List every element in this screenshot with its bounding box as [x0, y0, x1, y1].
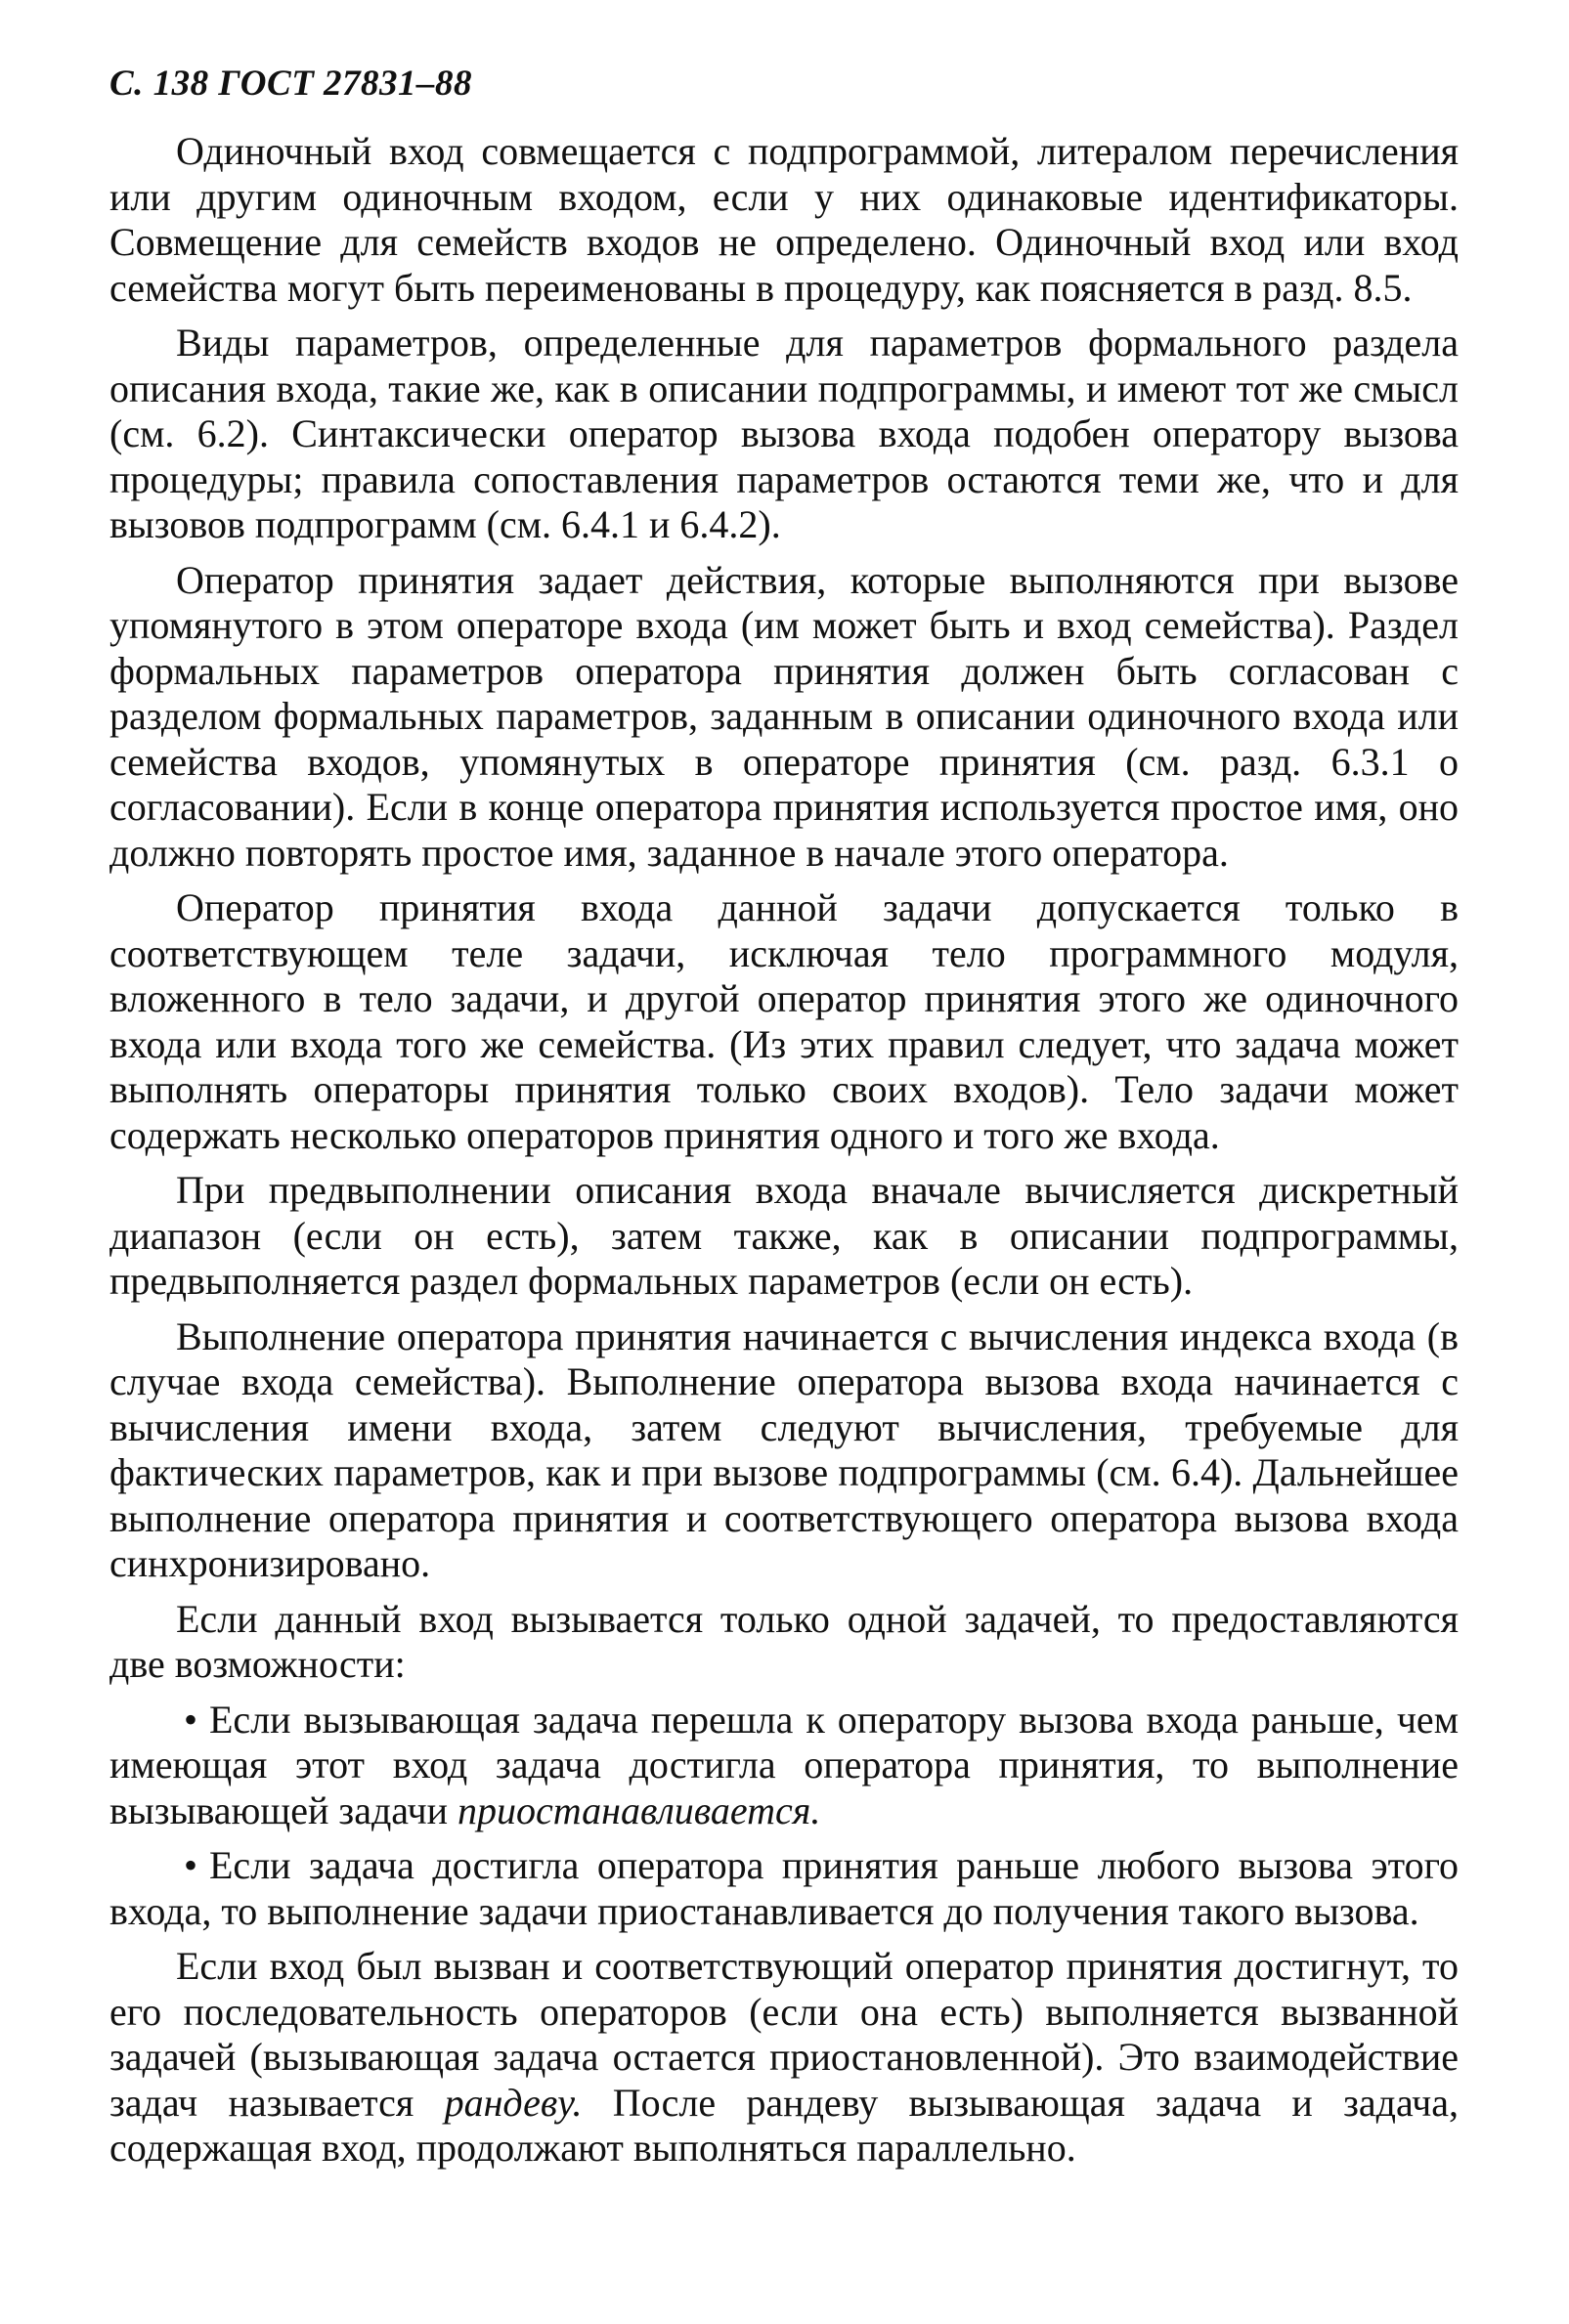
paragraph-1: Одиночный вход совмещается с подпрограммой, литералом перечисления или другим одиночным входом, если у них одинаковые идентификаторы. Совмещение для семейств входов не определено. Одиночный вход или вход семейства могут быть переименованы в процедуру, как поясняется в разд. 8.5.	[109, 129, 1459, 310]
list-item-1-text: Если вызывающая задача перешла к оператору вызова входа раньше, чем имеющая этот вход задача достигла оператора принятия, то выполнение вызывающей задачи	[109, 1697, 1459, 1832]
list-item-2	[109, 1843, 1459, 1934]
paragraph-6: Выполнение оператора принятия начинается с вычисления индекса входа (в случае входа семейства). Выполнение оператора вызова входа начинается с вычисления имени входа, затем следуют вычисления, требуемые для фактических параметров, как и при вызове подпрограммы (см. 6.4). Дальнейшее выполнение оператора принятия и соответствующего оператора вызова входа синхронизировано.	[109, 1313, 1459, 1585]
paragraph-8-part-a: Если вход был вызван и соответствующий оператор принятия достигнут, то его последовательность операторов (если она есть) выполняется вызванной задачей (вызывающая задача остается приостановленной). Это взаимодействие задач называется	[109, 1944, 1459, 2125]
paragraph-8-part-b: После рандеву вызывающая задача и задача, содержащая вход, продолжают выполняться параллельно.	[109, 2080, 1459, 2170]
list-item-1	[109, 1698, 1459, 1834]
list-item-1-emphasis: приостанавливается.	[457, 1787, 821, 1832]
bullet-marker: •	[184, 1843, 198, 1887]
paragraph-4: Оператор принятия входа данной задачи допускается только в соответствующем теле задачи, исключая тело программного модуля, вложенного в тело задачи, и другой оператор принятия этого же одиночного входа или входа того же семейства. (Из этих правил следует, что задача может выполнять операторы принятия только своих входов). Тело задачи может содержать несколько операторов принятия одного и того же входа.	[109, 885, 1459, 1157]
paragraph-3: Оператор принятия задает действия, которые выполняются при вызове упомянутого в этом операторе входа (им может быть и вход семейства). Раздел формальных параметров оператора принятия должен быть согласован с разделом формальных параметров, заданным в описании одиночного входа или семейства входов, упомянутых в операторе принятия (см. разд. 6.3.1 о согласовании). Если в конце оператора принятия используется простое имя, оно должно повторять простое имя, заданное в начале этого оператора.	[109, 557, 1459, 875]
paragraph-8	[109, 1944, 1459, 2172]
list-item-2-text: Если задача достигла оператора принятия раньше любого вызова этого входа, то выполнение задачи приостанавливается до получения такого вызова.	[109, 1843, 1459, 1933]
page-header: С. 138 ГОСТ 27831–88	[109, 64, 473, 104]
body-text	[109, 129, 1459, 2181]
paragraph-8-emphasis: рандеву.	[444, 2080, 583, 2125]
paragraph-5: При предвыполнении описания входа вначале вычисляется дискретный диапазон (если он есть), затем также, как в описании подпрограммы, предвыполняется раздел формальных параметров (если он есть).	[109, 1168, 1459, 1303]
paragraph-2: Виды параметров, определенные для параметров формального раздела описания входа, такие же, как в описании подпрограммы, и имеют тот же смысл (см. 6.2). Синтаксически оператор вызова входа подобен оператору вызова процедуры; правила сопоставления параметров остаются теми же, что и для вызовов подпрограмм (см. 6.4.1 и 6.4.2).	[109, 321, 1459, 546]
paragraph-7: Если данный вход вызывается только одной задачей, то предоставляются две возможности:	[109, 1596, 1459, 1686]
bullet-marker: •	[184, 1697, 198, 1742]
